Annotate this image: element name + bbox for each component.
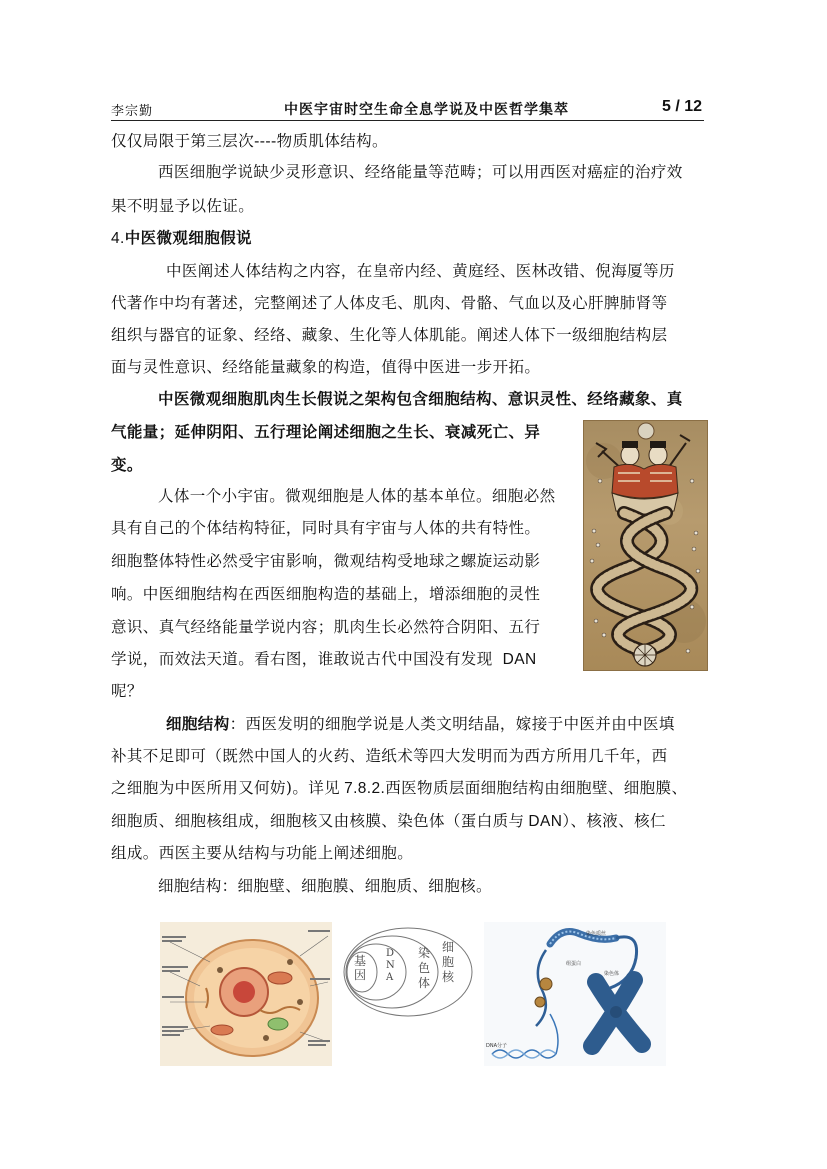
bold-paragraph-line: 气能量；延伸阴阳、五行理论阐述细胞之生长、衰减死亡、异 (111, 422, 541, 441)
label-chromatin: 染色质丝 (586, 931, 607, 937)
label-dna-molecule: DNA分子 (486, 1043, 508, 1049)
label-dna: DNA (386, 948, 395, 983)
paragraph-line: 呢？ (111, 682, 143, 700)
page-header (111, 98, 704, 122)
bold-paragraph-line: 中医微观细胞肌肉生长假说之架构包含细胞结构、意识灵性、经络藏象、真 (158, 389, 683, 408)
paragraph-line (166, 714, 675, 734)
paragraph-line (111, 649, 537, 670)
text-run: DAN (528, 813, 563, 830)
paragraph-line: 面与灵性意识、经络能量藏象的构造，值得中医进一步开拓。 (111, 358, 541, 376)
text-run: 之细胞为中医所用又何妨)。详见 (111, 779, 341, 797)
text-run: 7.8.2. (344, 780, 386, 797)
label-chromosome: 染色体 (604, 971, 620, 977)
section-number: 4. (111, 230, 125, 247)
label-gene: 基因 (354, 954, 367, 982)
cell-structure-label: 细胞结构 (166, 714, 230, 733)
bold-paragraph-line: 变。 (111, 455, 143, 474)
paragraph-line: 代著作中均有著述，完整阐述了人体皮毛、肌肉、骨骼、气血以及心肝脾肺肾等 (111, 294, 668, 312)
paragraph-line: 意识、真气经络能量学说内容；肌肉生长必然符合阴阳、五行 (111, 618, 541, 636)
paragraph-line: 组织与器官的证象、经络、藏象、生化等人体肌能。阐述人体下一级细胞结构层 (111, 326, 668, 344)
page-number: 5 / 12 (661, 98, 702, 115)
paragraph-line (111, 778, 687, 799)
paragraph-line: 补其不足即可（既然中国人的火药、造纸术等四大发明而为西方所用几千年，西 (111, 747, 668, 765)
label-histone: 组蛋白 (566, 961, 582, 967)
ancient-fuxi-nuwa-painting (583, 420, 708, 671)
nested-structure-diagram (342, 926, 474, 1018)
section-heading-text: 中医微观细胞假说 (124, 228, 252, 247)
text-run: DAN (502, 651, 537, 668)
painting-illustration (584, 421, 707, 670)
section-heading (111, 228, 252, 249)
animal-cell-diagram (160, 922, 332, 1066)
text-run: ）、核液、核仁 (562, 812, 666, 830)
paragraph-line: 响。中医细胞结构在西医细胞构造的基础上，增添细胞的灵性 (111, 585, 541, 603)
paragraph-line: 中医阐述人体结构之内容，在皇帝内经、黄庭经、医林改错、倪海厦等历 (166, 262, 675, 280)
paragraph-line: 人体一个小宇宙。微观细胞是人体的基本单位。细胞必然 (158, 487, 556, 505)
text-run: 西医物质层面细胞结构由细胞壁、细胞膜、 (385, 779, 688, 797)
chromosome-dna-diagram (484, 922, 666, 1066)
header-author: 李宗勤 (111, 104, 154, 119)
header-rule (111, 120, 704, 121)
text-run: 学说，而效法天道。看右图，谁敢说古代中国没有发现 (111, 650, 493, 668)
paragraph-line: 具有自己的个体结构特征，同时具有宇宙与人体的共有特性。 (111, 519, 541, 537)
paragraph-line: 细胞结构：细胞壁、细胞膜、细胞质、细胞核。 (158, 877, 492, 895)
text-run: 细胞质、细胞核组成，细胞核又由核膜、染色体（蛋白质与 (111, 812, 525, 830)
paragraph-line: 组成。西医主要从结构与功能上阐述细胞。 (111, 844, 414, 862)
label-nucleus: 细胞核 (442, 940, 455, 984)
chromosome-illustration (484, 922, 666, 1066)
paragraph-line: 仅仅局限于第三层次----物质肌体结构。 (111, 132, 388, 150)
paragraph-line: 西医细胞学说缺少灵形意识、经络能量等范畴；可以用西医对癌症的治疗效 (158, 163, 683, 181)
paragraph-line: 果不明显予以佐证。 (111, 197, 255, 215)
header-title: 中医宇宙时空生命全息学说及中医哲学集萃 (284, 102, 569, 118)
cell-illustration (160, 922, 332, 1066)
paragraph-line: 细胞整体特性必然受宇宙影响，微观结构受地球之螺旋运动影 (111, 552, 541, 570)
paragraph-line (111, 811, 666, 832)
label-chromosome: 染色体 (418, 946, 431, 990)
text-run: ：西医发明的细胞学说是人类文明结晶，嫁接于中医并由中医填 (229, 715, 675, 733)
